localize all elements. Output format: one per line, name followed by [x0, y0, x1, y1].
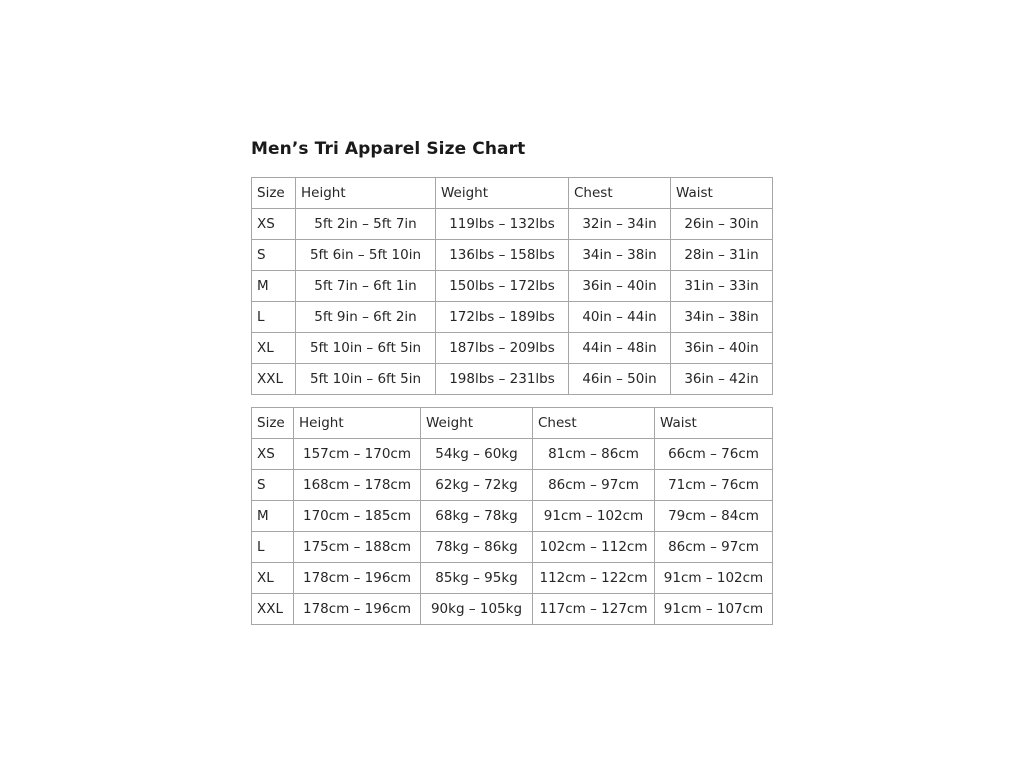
size-cell: XXL: [252, 594, 294, 625]
chest-cell: 81cm – 86cm: [533, 439, 655, 470]
table-row: [252, 532, 773, 563]
column-header: Size: [252, 408, 294, 439]
waist-cell: 36in – 40in: [671, 333, 773, 364]
height-cell: 5ft 10in – 6ft 5in: [296, 333, 436, 364]
waist-cell: 91cm – 107cm: [655, 594, 773, 625]
waist-cell: 26in – 30in: [671, 209, 773, 240]
height-cell: 178cm – 196cm: [294, 563, 421, 594]
weight-cell: 187lbs – 209lbs: [436, 333, 569, 364]
waist-cell: 66cm – 76cm: [655, 439, 773, 470]
waist-cell: 71cm – 76cm: [655, 470, 773, 501]
weight-cell: 78kg – 86kg: [421, 532, 533, 563]
chest-cell: 46in – 50in: [569, 364, 671, 395]
table-row: [252, 563, 773, 594]
height-cell: 175cm – 188cm: [294, 532, 421, 563]
weight-cell: 198lbs – 231lbs: [436, 364, 569, 395]
size-cell: L: [252, 532, 294, 563]
size-cell: XL: [252, 333, 296, 364]
imperial-size-table: [251, 177, 773, 395]
height-cell: 5ft 7in – 6ft 1in: [296, 271, 436, 302]
chest-cell: 117cm – 127cm: [533, 594, 655, 625]
table-row: [252, 439, 773, 470]
column-header: Weight: [436, 178, 569, 209]
size-cell: XS: [252, 209, 296, 240]
weight-cell: 119lbs – 132lbs: [436, 209, 569, 240]
weight-cell: 54kg – 60kg: [421, 439, 533, 470]
height-cell: 168cm – 178cm: [294, 470, 421, 501]
chest-cell: 91cm – 102cm: [533, 501, 655, 532]
size-cell: S: [252, 240, 296, 271]
column-header: Waist: [655, 408, 773, 439]
column-header: Height: [294, 408, 421, 439]
column-header: Weight: [421, 408, 533, 439]
chest-cell: 44in – 48in: [569, 333, 671, 364]
height-cell: 5ft 6in – 5ft 10in: [296, 240, 436, 271]
waist-cell: 91cm – 102cm: [655, 563, 773, 594]
waist-cell: 86cm – 97cm: [655, 532, 773, 563]
height-cell: 170cm – 185cm: [294, 501, 421, 532]
table-row: [252, 333, 773, 364]
weight-cell: 62kg – 72kg: [421, 470, 533, 501]
table-row: [252, 364, 773, 395]
chest-cell: 86cm – 97cm: [533, 470, 655, 501]
waist-cell: 79cm – 84cm: [655, 501, 773, 532]
height-cell: 5ft 2in – 5ft 7in: [296, 209, 436, 240]
chest-cell: 40in – 44in: [569, 302, 671, 333]
table-row: [252, 209, 773, 240]
chest-cell: 112cm – 122cm: [533, 563, 655, 594]
size-cell: M: [252, 501, 294, 532]
height-cell: 5ft 10in – 6ft 5in: [296, 364, 436, 395]
table-row: [252, 594, 773, 625]
size-cell: XXL: [252, 364, 296, 395]
size-cell: L: [252, 302, 296, 333]
waist-cell: 34in – 38in: [671, 302, 773, 333]
waist-cell: 31in – 33in: [671, 271, 773, 302]
height-cell: 178cm – 196cm: [294, 594, 421, 625]
column-header: Chest: [533, 408, 655, 439]
chest-cell: 32in – 34in: [569, 209, 671, 240]
size-cell: XS: [252, 439, 294, 470]
size-cell: XL: [252, 563, 294, 594]
waist-cell: 28in – 31in: [671, 240, 773, 271]
weight-cell: 90kg – 105kg: [421, 594, 533, 625]
column-header: Waist: [671, 178, 773, 209]
column-header: Size: [252, 178, 296, 209]
weight-cell: 68kg – 78kg: [421, 501, 533, 532]
table-header-row: [252, 178, 773, 209]
page-title: Men’s Tri Apparel Size Chart: [251, 139, 526, 159]
chest-cell: 34in – 38in: [569, 240, 671, 271]
table-row: [252, 470, 773, 501]
weight-cell: 172lbs – 189lbs: [436, 302, 569, 333]
chest-cell: 36in – 40in: [569, 271, 671, 302]
size-cell: M: [252, 271, 296, 302]
weight-cell: 136lbs – 158lbs: [436, 240, 569, 271]
table-row: [252, 240, 773, 271]
metric-size-table: [251, 407, 773, 625]
height-cell: 5ft 9in – 6ft 2in: [296, 302, 436, 333]
table-row: [252, 501, 773, 532]
chest-cell: 102cm – 112cm: [533, 532, 655, 563]
column-header: Height: [296, 178, 436, 209]
size-cell: S: [252, 470, 294, 501]
table-row: [252, 271, 773, 302]
waist-cell: 36in – 42in: [671, 364, 773, 395]
weight-cell: 85kg – 95kg: [421, 563, 533, 594]
weight-cell: 150lbs – 172lbs: [436, 271, 569, 302]
column-header: Chest: [569, 178, 671, 209]
height-cell: 157cm – 170cm: [294, 439, 421, 470]
table-row: [252, 302, 773, 333]
table-header-row: [252, 408, 773, 439]
